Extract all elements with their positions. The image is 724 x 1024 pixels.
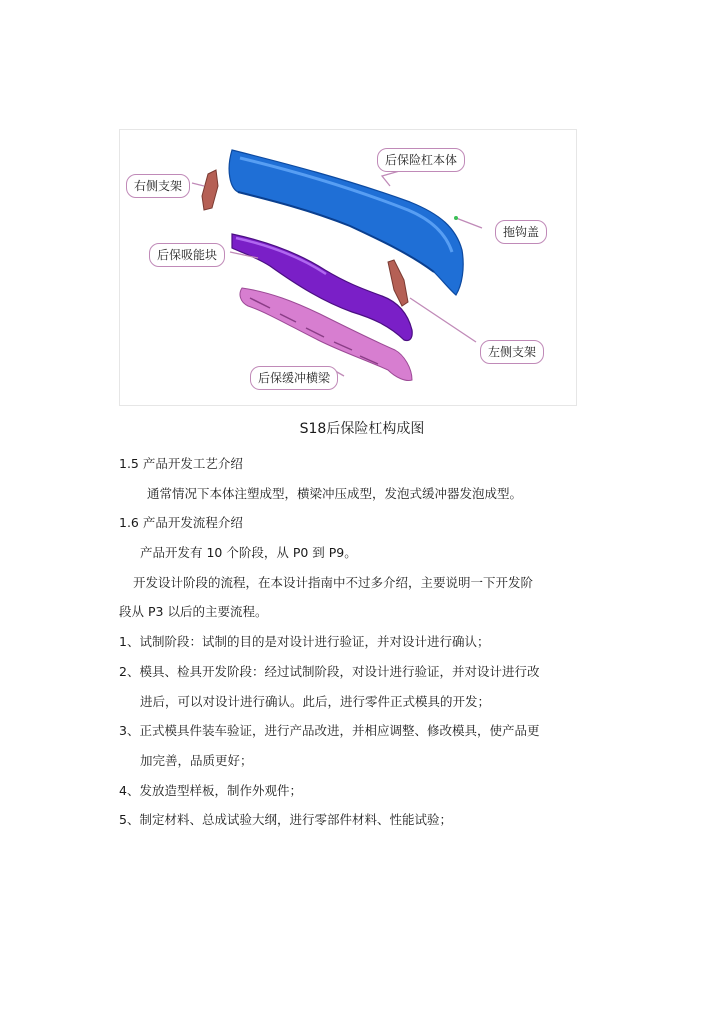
callout-right-bracket: 右侧支架 (126, 174, 190, 198)
list-item-4: 4、发放造型样板，制作外观件； (119, 783, 302, 798)
right-bracket-shape (202, 170, 218, 210)
callout-tow-hook-cover: 拖钩盖 (495, 220, 547, 244)
bumper-exploded-figure (119, 129, 577, 406)
list-item-2: 2、模具、检具开发阶段：经过试制阶段，对设计进行验证，并对设计进行改 (119, 664, 540, 679)
callout-bumper-body: 后保险杠本体 (377, 148, 465, 172)
list-item-5: 5、制定材料、总成试验大纲，进行零部件材料、性能试验； (119, 812, 452, 827)
bumper-illustration (120, 130, 578, 407)
paragraph-design-flow-cont: 段从 P3 以后的主要流程。 (119, 604, 268, 619)
list-item-3: 3、正式模具件装车验证，进行产品改进，并相应调整、修改模具，使产品更 (119, 723, 540, 738)
section-heading-1-5: 1.5 产品开发工艺介绍 (119, 456, 243, 471)
tow-hook-marker (454, 216, 458, 220)
paragraph-process: 通常情况下本体注塑成型，横梁冲压成型，发泡式缓冲器发泡成型。 (147, 486, 523, 501)
callout-crash-beam: 后保缓冲横梁 (250, 366, 338, 390)
list-item-2-cont: 进后，可以对设计进行确认。此后，进行零件正式模具的开发； (140, 694, 491, 709)
list-item-3-cont: 加完善，品质更好； (140, 753, 253, 768)
figure-caption: S18后保险杠构成图 (299, 421, 425, 437)
paragraph-stages: 产品开发有 10 个阶段，从 P0 到 P9。 (140, 545, 357, 560)
left-bracket-shape (388, 260, 408, 306)
callout-left-bracket: 左侧支架 (480, 340, 544, 364)
callout-energy-absorber: 后保吸能块 (149, 243, 225, 267)
list-item-1: 1、试制阶段：试制的目的是对设计进行验证，并对设计进行确认； (119, 634, 490, 649)
section-heading-1-6: 1.6 产品开发流程介绍 (119, 515, 243, 530)
paragraph-design-flow: 开发设计阶段的流程，在本设计指南中不过多介绍，主要说明一下开发阶 (133, 575, 534, 590)
